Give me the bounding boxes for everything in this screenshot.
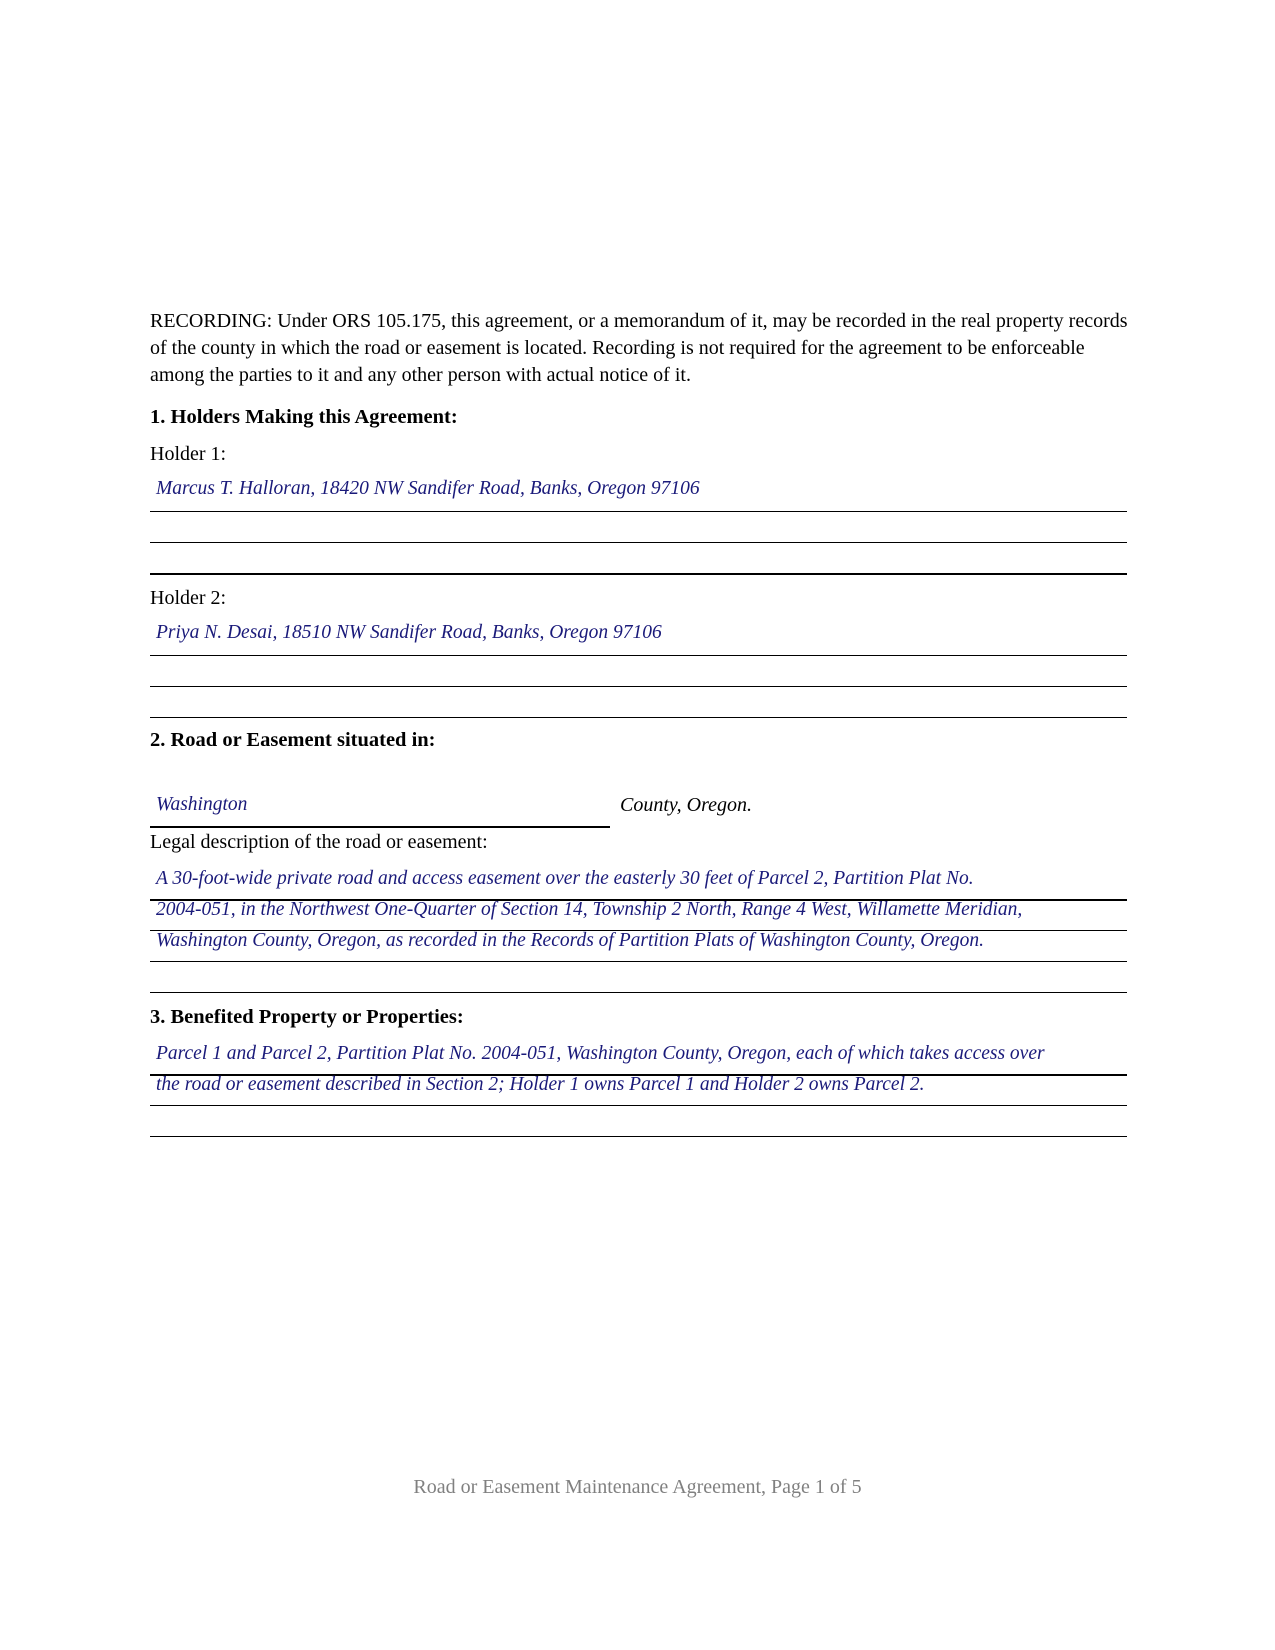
benefited-property-line[interactable]: Parcel 1 and Parcel 2, Partition Plat No. 2004-051, Washington County, Oregon, each of which takes access over: [156, 1043, 1045, 1064]
section-3-heading: 3. Benefited Property or Properties:: [150, 1006, 464, 1028]
section-1-heading: 1. Holders Making this Agreement:: [150, 406, 458, 428]
benefited-line-2: [150, 1105, 1127, 1106]
holder-1-line-1: [150, 511, 1127, 512]
benefited-line-3: [150, 1136, 1127, 1137]
county-suffix: County, Oregon.: [620, 794, 753, 816]
holder-2-line-2: [150, 686, 1127, 687]
holder-1-line-2: [150, 542, 1127, 543]
legal-description-line[interactable]: Washington County, Oregon, as recorded in the Records of Partition Plats of Washington County, Oregon.: [156, 930, 985, 951]
county-line: [150, 826, 610, 828]
legal-line-4: [150, 992, 1127, 993]
legal-line-3: [150, 961, 1127, 962]
holder-1-label: Holder 1:: [150, 443, 227, 465]
holder-2-label: Holder 2:: [150, 587, 227, 609]
holder-1-line-3: [150, 573, 1127, 575]
benefited-property-line[interactable]: the road or easement described in Section 2; Holder 1 owns Parcel 1 and Holder 2 owns Parcel 2.: [156, 1074, 925, 1095]
legal-description-line[interactable]: A 30-foot-wide private road and access easement over the easterly 30 feet of Parcel 2, Partition Plat No.: [156, 868, 974, 889]
page-footer: Road or Easement Maintenance Agreement, Page 1 of 5: [413, 1476, 862, 1498]
holder-2-field[interactable]: Priya N. Desai, 18510 NW Sandifer Road, Banks, Oregon 97106: [156, 622, 662, 643]
county-field[interactable]: Washington: [156, 794, 248, 815]
holder-2-line-1: [150, 655, 1127, 656]
holder-2-line-3: [150, 717, 1127, 718]
holder-1-field[interactable]: Marcus T. Halloran, 18420 NW Sandifer Road, Banks, Oregon 97106: [156, 478, 700, 499]
recording-notice: RECORDING: Under ORS 105.175, this agreement, or a memorandum of it, may be recorded in the real property records of the county in which the road or easement is located. Recording is not required for the agreement to be enforceable among the parties to it and any other person with actual notice of it.: [150, 310, 1128, 386]
section-2-heading: 2. Road or Easement situated in:: [150, 729, 436, 751]
legal-description-line[interactable]: 2004-051, in the Northwest One-Quarter of Section 14, Township 2 North, Range 4 West, Willamette Meridian,: [156, 899, 1023, 920]
legal-description-label: Legal description of the road or easement:: [150, 831, 488, 853]
